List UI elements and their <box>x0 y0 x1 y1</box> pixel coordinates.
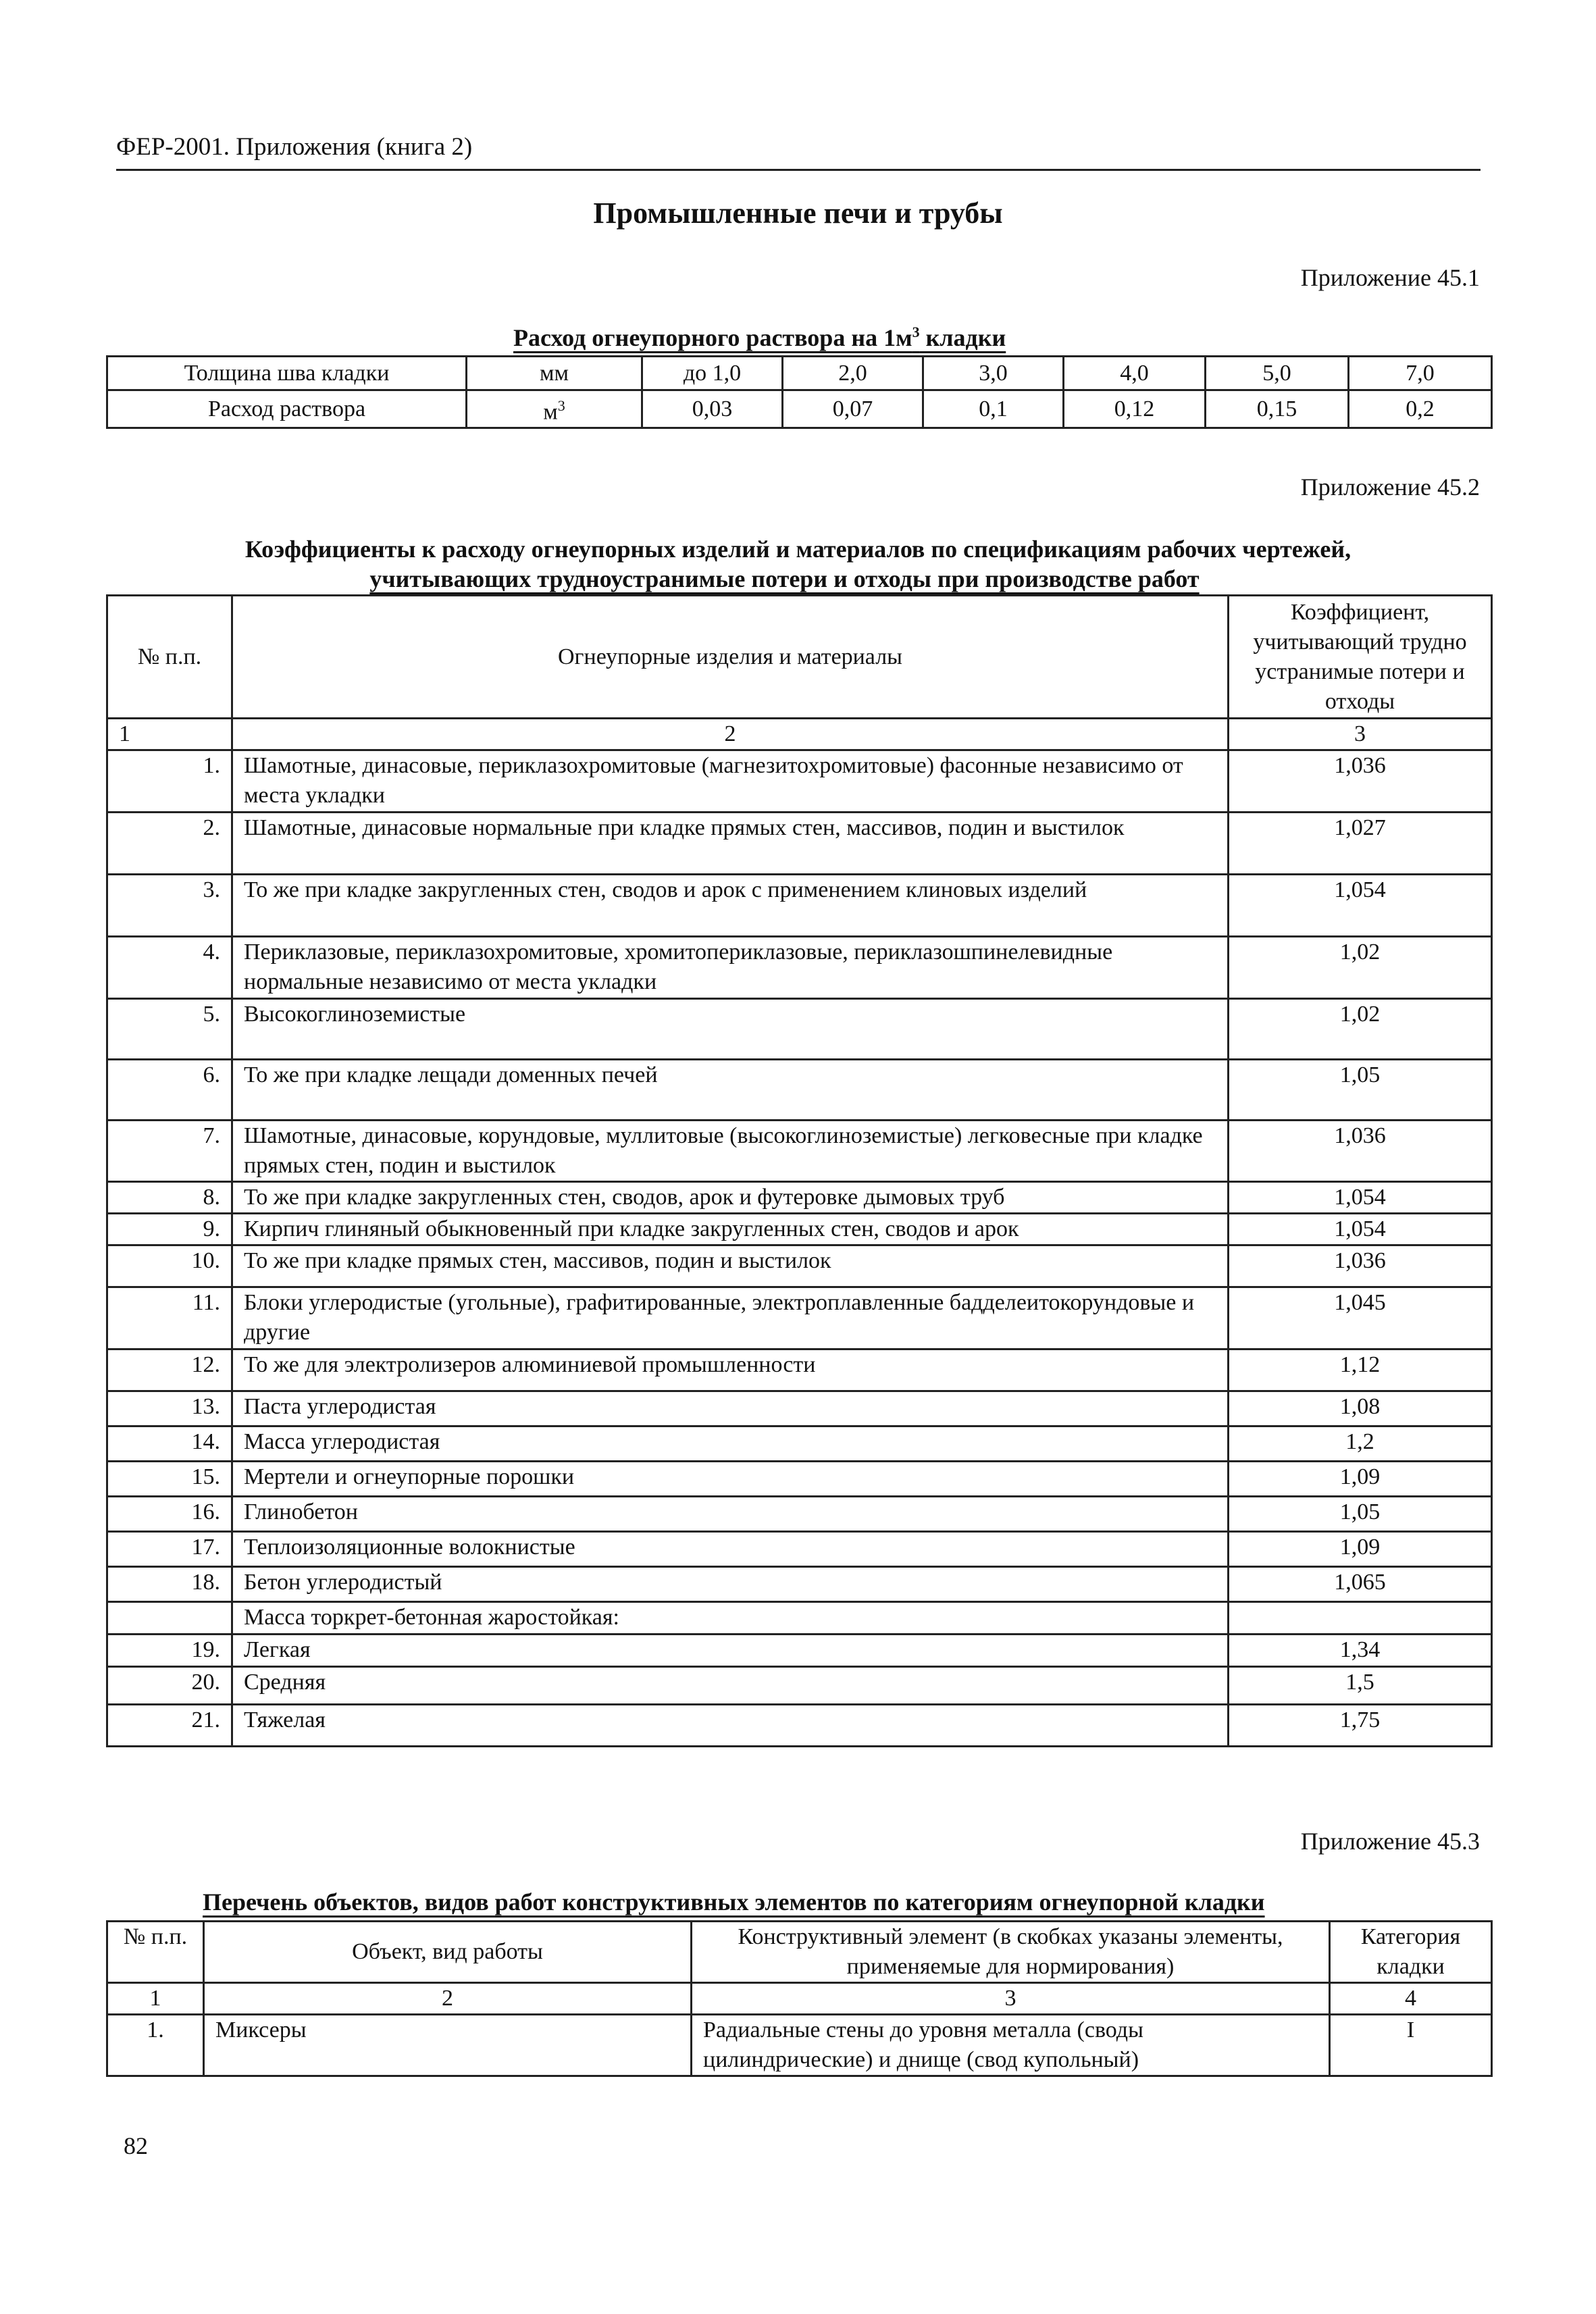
table-row <box>107 1567 1492 1602</box>
running-header: ФЕР-2001. Приложения (книга 2) <box>116 133 473 161</box>
mortar-consumption-table <box>106 355 1493 429</box>
header-coefficient: Коэффициент, учитывающий трудно устранимые потери и отходы <box>1229 596 1492 719</box>
material-name: Кирпич глиняный обыкновенный при кладке закругленных стен, сводов и арок <box>232 1214 1229 1245</box>
material-name: Блоки углеродистые (угольные), графитированные, электроплавленные бадделеитокорундовые и другие <box>232 1287 1229 1349</box>
coefficient-value: 1,5 <box>1229 1667 1492 1705</box>
table-row <box>107 1667 1492 1705</box>
appendix-45-2-caption-line2: учитывающих трудноустранимые потери и отходы при производстве работ <box>369 565 1200 592</box>
table-row <box>107 937 1492 999</box>
row-number: 17. <box>107 1532 232 1567</box>
column-number-row <box>107 1983 1492 2015</box>
coefficient-value: 1,12 <box>1229 1349 1492 1391</box>
material-name: Масса углеродистая <box>232 1426 1229 1462</box>
table-row <box>107 1349 1492 1391</box>
row-number: 11. <box>107 1287 232 1349</box>
table-row <box>107 357 1492 390</box>
unit-superscript: 3 <box>557 397 565 414</box>
table-row <box>107 1121 1492 1182</box>
column-number-4: 4 <box>1330 1983 1492 2015</box>
header-rule <box>116 169 1481 171</box>
coefficient-value: 1,05 <box>1229 1497 1492 1532</box>
table-cell: мм <box>467 357 642 390</box>
row-number: 2. <box>107 813 232 875</box>
appendix-45-3-caption: Перечень объектов, видов работ конструктивных элементов по категориям огнеупорной кладки <box>203 1888 1265 1916</box>
row-number: 16. <box>107 1497 232 1532</box>
table-row <box>107 1532 1492 1567</box>
row-number: 4. <box>107 937 232 999</box>
masonry-category: I <box>1330 2015 1492 2076</box>
table-cell: Расход раствора <box>107 390 467 428</box>
column-number-3: 3 <box>692 1983 1330 2015</box>
material-name: Глинобетон <box>232 1497 1229 1532</box>
mortar-table-body <box>107 357 1492 428</box>
header-number: № п.п. <box>107 596 232 719</box>
table-row <box>107 1287 1492 1349</box>
row-number: 5. <box>107 999 232 1060</box>
coefficient-value: 1,08 <box>1229 1391 1492 1426</box>
table-row <box>107 1705 1492 1747</box>
material-name: То же для электролизеров алюминиевой промышленности <box>232 1349 1229 1391</box>
material-name: Масса торкрет-бетонная жаростойкая: <box>232 1602 1229 1635</box>
material-name: То же при кладке прямых стен, массивов, подин и выстилок <box>232 1245 1229 1287</box>
table-cell: 0,1 <box>923 390 1064 428</box>
table-row <box>107 1635 1492 1667</box>
table-row <box>107 1602 1492 1635</box>
coefficient-value: 1,02 <box>1229 937 1492 999</box>
table-row <box>107 750 1492 813</box>
coefficient-value: 1,054 <box>1229 1214 1492 1245</box>
coefficient-value: 1,045 <box>1229 1287 1492 1349</box>
appendix-45-1-label: Приложение 45.1 <box>1300 264 1480 291</box>
table-row <box>107 1497 1492 1532</box>
appendix-45-2-caption-line1: Коэффициенты к расходу огнеупорных изделий и материалов по спецификациям рабочих чертежей, <box>244 536 1352 563</box>
table-cell: 0,15 <box>1206 390 1349 428</box>
table-row <box>107 2015 1492 2076</box>
structural-element: Радиальные стены до уровня металла (своды цилиндрические) и днище (свод купольный) <box>692 2015 1330 2076</box>
coefficient-value: 1,05 <box>1229 1060 1492 1121</box>
material-name: Периклазовые, периклазохромитовые, хромитопериклазовые, периклазошпинелевидные нормальные независимо от места укладки <box>232 937 1229 999</box>
header-object: Объект, вид работы <box>204 1922 692 1983</box>
coefficient-value: 1,036 <box>1229 750 1492 813</box>
header-materials: Огнеупорные изделия и материалы <box>232 596 1229 719</box>
column-number-1: 1 <box>107 1983 204 2015</box>
table-cell: Толщина шва кладки <box>107 357 467 390</box>
caption-text-post: кладки <box>919 324 1006 351</box>
coefficient-value: 1,065 <box>1229 1567 1492 1602</box>
coefficient-value <box>1229 1602 1492 1635</box>
table-cell: 0,2 <box>1349 390 1492 428</box>
coefficient-value: 1,34 <box>1229 1635 1492 1667</box>
table-cell: 0,12 <box>1064 390 1206 428</box>
material-name: Средняя <box>232 1667 1229 1705</box>
table-row <box>107 1245 1492 1287</box>
coefficient-value: 1,09 <box>1229 1462 1492 1497</box>
table-cell: 3,0 <box>923 357 1064 390</box>
header-element: Конструктивный элемент (в скобках указаны элементы, применяемые для нормирования) <box>692 1922 1330 1983</box>
row-number: 14. <box>107 1426 232 1462</box>
table-cell: 0,07 <box>783 390 923 428</box>
row-number: 15. <box>107 1462 232 1497</box>
row-number: 19. <box>107 1635 232 1667</box>
object-name: Миксеры <box>204 2015 692 2076</box>
table-cell: $м^3$ <box>467 390 642 428</box>
row-number: 7. <box>107 1121 232 1182</box>
row-number <box>107 1602 232 1635</box>
column-number-row <box>107 719 1492 750</box>
coefficient-value: 1,027 <box>1229 813 1492 875</box>
table-header-row <box>107 596 1492 719</box>
header-category: Категория кладки <box>1330 1922 1492 1983</box>
appendix-45-1-caption <box>513 324 1006 352</box>
table-row <box>107 1182 1492 1214</box>
material-name: Бетон углеродистый <box>232 1567 1229 1602</box>
coefficient-value: 1,75 <box>1229 1705 1492 1747</box>
table-row <box>107 1426 1492 1462</box>
material-name: Тяжелая <box>232 1705 1229 1747</box>
material-name: Мертели и огнеупорные порошки <box>232 1462 1229 1497</box>
header-number: № п.п. <box>107 1922 204 1983</box>
row-number: 1. <box>107 750 232 813</box>
column-number-2: 2 <box>232 719 1229 750</box>
caption-superscript: 3 <box>912 324 920 340</box>
row-number: 10. <box>107 1245 232 1287</box>
table-cell: 7,0 <box>1349 357 1492 390</box>
appendix-45-2-label: Приложение 45.2 <box>1300 473 1480 500</box>
caption-text-pre: Расход огнеупорного раствора на 1м <box>513 324 912 351</box>
column-number-2: 2 <box>204 1983 692 2015</box>
table-cell: 0,03 <box>642 390 783 428</box>
appendix-45-3-label: Приложение 45.3 <box>1300 1828 1480 1855</box>
material-name: Высокоглиноземистые <box>232 999 1229 1060</box>
material-name: Шамотные, динасовые, периклазохромитовые (магнезитохромитовые) фасонные независимо от места укладки <box>232 750 1229 813</box>
coefficient-value: 1,09 <box>1229 1532 1492 1567</box>
coefficients-table <box>106 594 1493 1747</box>
column-number-3: 3 <box>1229 719 1492 750</box>
column-number-1: 1 <box>107 719 232 750</box>
masonry-categories-table <box>106 1920 1493 2077</box>
table-row <box>107 813 1492 875</box>
coefficient-value: 1,054 <box>1229 875 1492 937</box>
coefficient-value: 1,02 <box>1229 999 1492 1060</box>
table-cell: 5,0 <box>1206 357 1349 390</box>
coefficient-value: 1,054 <box>1229 1182 1492 1214</box>
table-row <box>107 875 1492 937</box>
table-row <box>107 999 1492 1060</box>
material-name: Шамотные, динасовые нормальные при кладке прямых стен, массивов, подин и выстилок <box>232 813 1229 875</box>
row-number: 21. <box>107 1705 232 1747</box>
page-number: 82 <box>124 2132 148 2159</box>
table-row <box>107 1391 1492 1426</box>
row-number: 1. <box>107 2015 204 2076</box>
table-row <box>107 390 1492 428</box>
coefficients-table-body <box>107 750 1492 1747</box>
row-number: 3. <box>107 875 232 937</box>
table-row <box>107 1060 1492 1121</box>
table-cell: 4,0 <box>1064 357 1206 390</box>
material-name: Теплоизоляционные волокнистые <box>232 1532 1229 1567</box>
row-number: 9. <box>107 1214 232 1245</box>
row-number: 12. <box>107 1349 232 1391</box>
material-name: То же при кладке закругленных стен, сводов и арок с применением клиновых изделий <box>232 875 1229 937</box>
masonry-table-body <box>107 2015 1492 2076</box>
material-name: Легкая <box>232 1635 1229 1667</box>
coefficient-value: 1,036 <box>1229 1121 1492 1182</box>
material-name: Паста углеродистая <box>232 1391 1229 1426</box>
material-name: То же при кладке лещади доменных печей <box>232 1060 1229 1121</box>
table-header-row <box>107 1922 1492 1983</box>
table-row <box>107 1214 1492 1245</box>
row-number: 13. <box>107 1391 232 1426</box>
row-number: 6. <box>107 1060 232 1121</box>
table-cell: 2,0 <box>783 357 923 390</box>
row-number: 18. <box>107 1567 232 1602</box>
material-name: Шамотные, динасовые, корундовые, муллитовые (высокоглиноземистые) легковесные при кладке прямых стен, подин и выстилок <box>232 1121 1229 1182</box>
page-title: Промышленные печи и трубы <box>593 197 1003 230</box>
coefficient-value: 1,036 <box>1229 1245 1492 1287</box>
row-number: 20. <box>107 1667 232 1705</box>
coefficient-value: 1,2 <box>1229 1426 1492 1462</box>
material-name: То же при кладке закругленных стен, сводов, арок и футеровке дымовых труб <box>232 1182 1229 1214</box>
table-row <box>107 1462 1492 1497</box>
row-number: 8. <box>107 1182 232 1214</box>
table-cell: до 1,0 <box>642 357 783 390</box>
